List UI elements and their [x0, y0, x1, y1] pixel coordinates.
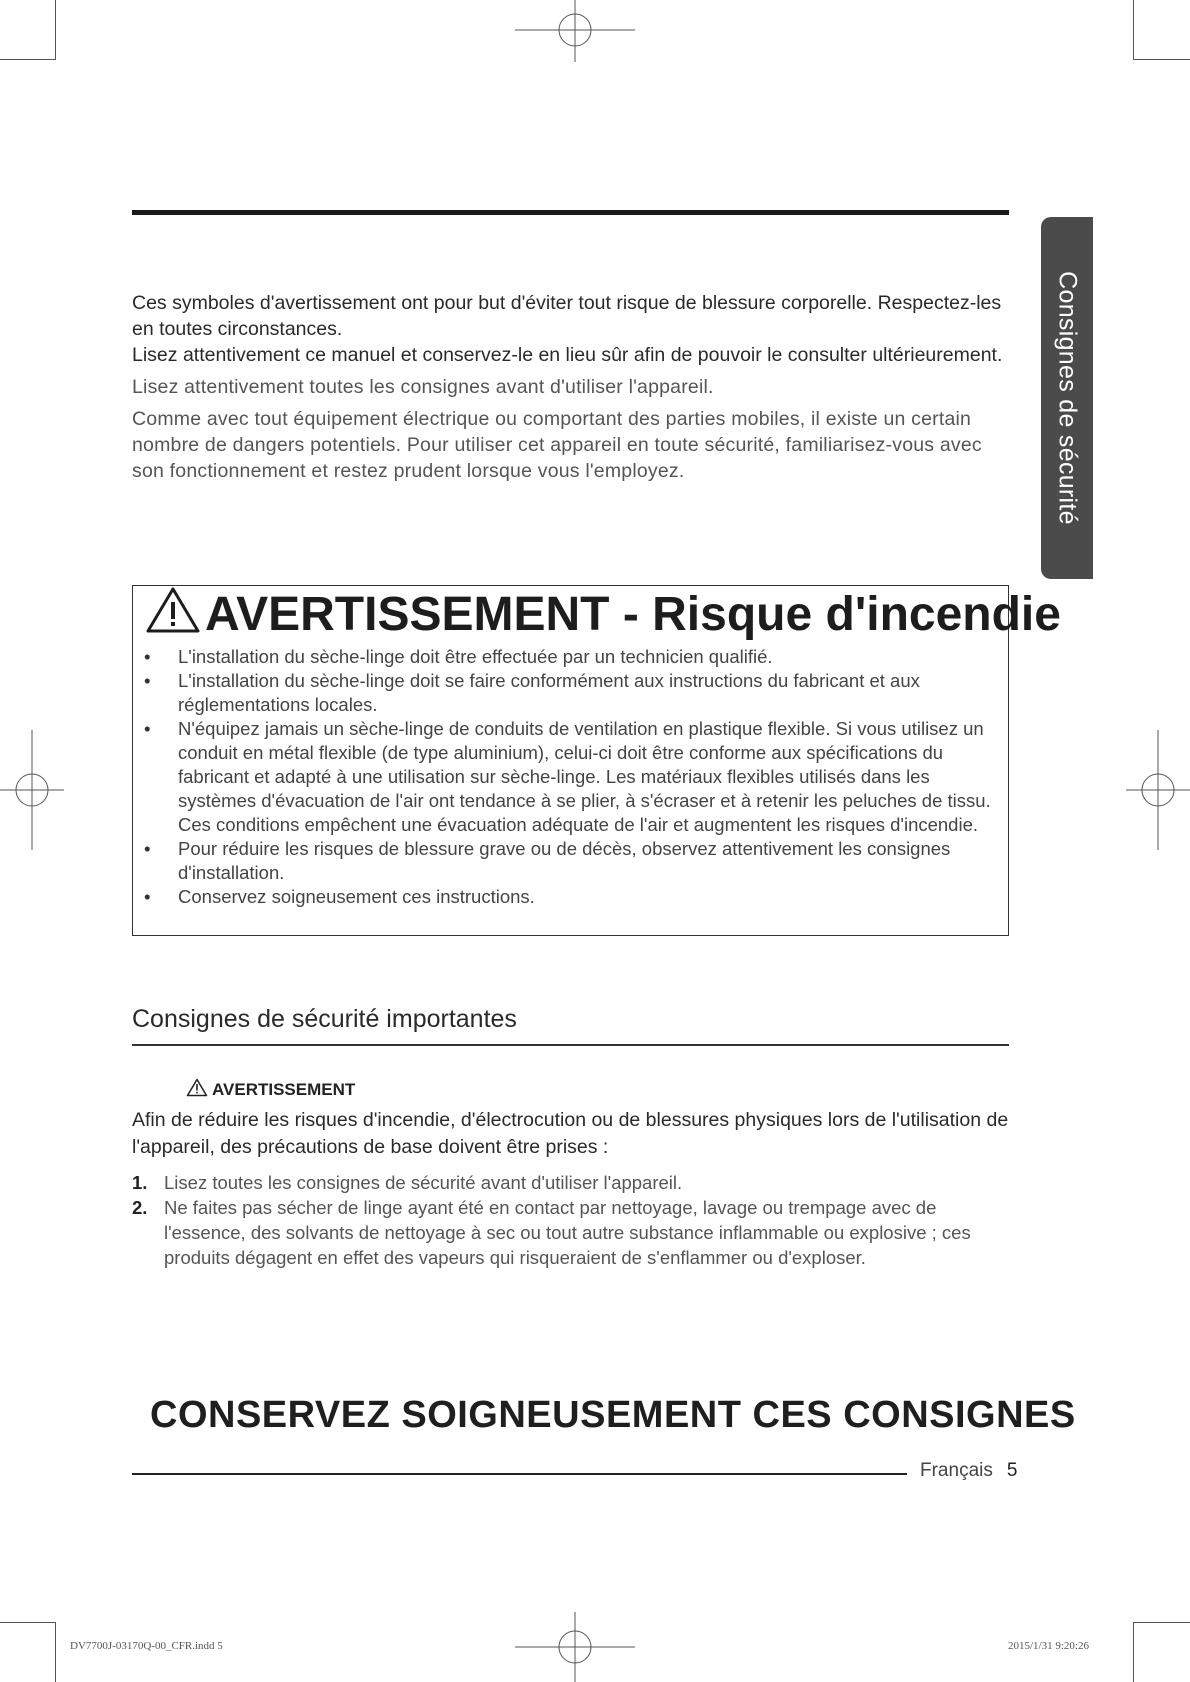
numbered-list-item: [132, 1170, 1012, 1195]
crop-mark: [1133, 59, 1190, 60]
section-paragraph: Afin de réduire les risques d'incendie, d'électrocution ou de blessures physiques lors de l'utilisation de l'appareil, des précautions de base doivent être prises :: [132, 1109, 1009, 1158]
page-footer: [920, 1460, 1017, 1482]
crop-mark: [1133, 0, 1134, 60]
warning-triangle-icon: [145, 586, 201, 634]
footer-language: Français: [920, 1460, 993, 1481]
warning-label: [186, 1078, 355, 1100]
registration-mark-icon: [1126, 730, 1190, 850]
section-title: Consignes de sécurité importantes: [132, 1005, 517, 1033]
crop-mark: [0, 1622, 56, 1623]
warning-box-title-text: AVERTISSEMENT - Risque d'incendie: [205, 588, 1061, 641]
section-side-tab: [1041, 217, 1093, 579]
print-slug-file: DV7700J-03170Q-00_CFR.indd 5: [70, 1640, 223, 1652]
registration-mark-icon: [0, 730, 64, 850]
crop-mark: [1133, 1622, 1190, 1623]
warning-list-item: • N'équipez jamais un sèche-linge de conduits de ventilation en plastique flexible. Si vous utilisez un conduit en métal flexible (de type aluminium), celui-ci doit être conforme aux spécifications du fabricant et adapté à une utilisation sur sèche-linge. Les matériaux flexibles utilisés dans les systèmes d'évacuation de l'air ont tendance à se plier, à s'écraser et à retenir les peluches de tissu. Ces conditions empêchent une évacuation adéquate de l'air et augmentent les risques d'incendie.: [140, 717, 1000, 837]
crop-mark: [0, 59, 56, 60]
numbered-list: [132, 1170, 1012, 1270]
list-text: Lisez toutes les consignes de sécurité avant d'utiliser l'appareil.: [164, 1172, 683, 1193]
intro-paragraph: Ces symboles d'avertissement ont pour but d'éviter tout risque de blessure corporelle. Respectez-les en toutes circonstances.: [132, 292, 1002, 340]
warning-list-item: • L'installation du sèche-linge doit être effectuée par un technicien qualifié.: [140, 645, 1000, 669]
crop-mark: [55, 1622, 56, 1682]
warning-list: [140, 645, 1000, 909]
warning-box-title: [145, 586, 1061, 642]
registration-mark-icon: [515, 1612, 635, 1682]
crop-mark: [55, 0, 56, 60]
footer-banner: CONSERVEZ SOIGNEUSEMENT CES CONSIGNES: [150, 1394, 1076, 1436]
numbered-list-item: [132, 1195, 1012, 1270]
section-rule: [132, 1044, 1009, 1046]
warning-list-item: • L'installation du sèche-linge doit se faire conformément aux instructions du fabricant et aux réglementations locales.: [140, 669, 1000, 717]
intro-text: [132, 290, 1012, 484]
list-text: Ne faites pas sécher de linge ayant été en contact par nettoyage, lavage ou trempage avec de l'essence, des solvants de nettoyage à sec ou tout autre substance inflammable ou explosive ; ces produits dégagent en effet des vapeurs qui risqueraient de s'enflammer ou d'exploser.: [164, 1197, 971, 1268]
list-number: 1.: [132, 1172, 148, 1193]
warning-label-text: AVERTISSEMENT: [212, 1080, 356, 1099]
page-footer-rule: [132, 1473, 907, 1475]
top-rule: [132, 210, 1009, 215]
list-number: 2.: [132, 1197, 148, 1218]
side-tab-label: Consignes de sécurité: [1053, 271, 1082, 525]
page-number: 5: [1006, 1460, 1018, 1481]
registration-mark-icon: [515, 0, 635, 62]
warning-triangle-icon: [186, 1078, 208, 1097]
warning-list-item: • Conservez soigneusement ces instructions.: [140, 885, 1000, 909]
crop-mark: [1133, 1622, 1134, 1682]
intro-paragraph: Lisez attentivement toutes les consignes avant d'utiliser l'appareil.: [132, 376, 714, 398]
intro-paragraph: Comme avec tout équipement électrique ou comportant des parties mobiles, il existe un certain nombre de dangers potentiels. Pour utiliser cet appareil en toute sécurité, familiarisez-vous avec son fonctionnement et restez prudent lorsque vous l'employez.: [132, 408, 982, 482]
intro-paragraph: Lisez attentivement ce manuel et conservez-le en lieu sûr afin de pouvoir le consulter ultérieurement.: [132, 344, 1003, 366]
print-slug-date: 2015/1/31 9:20:26: [1008, 1640, 1089, 1652]
warning-list-item: • Pour réduire les risques de blessure grave ou de décès, observez attentivement les consignes d'installation.: [140, 837, 1000, 885]
